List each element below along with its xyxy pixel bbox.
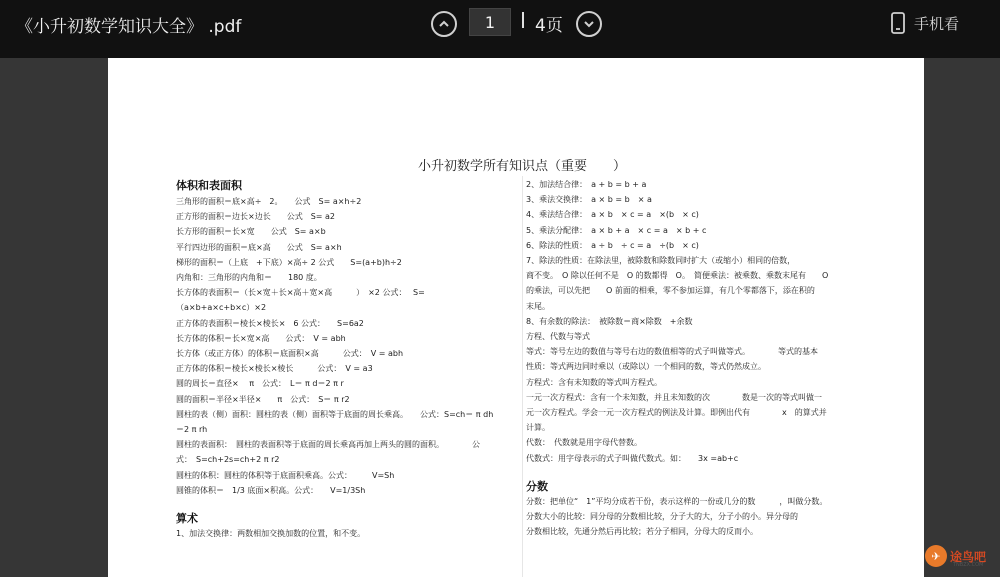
text-line: 一元一次方程式：含有一个未知数，并且未知数的次 数是一次的等式叫做一 [526,392,822,402]
text-line: 方程、代数与等式 [526,332,590,341]
text-line: 5、乘法分配律： a × b + a × c = a × b + c [526,225,707,235]
text-line: 分数相比较，先通分然后再比较；若分子相同，分母大的反而小。 [526,527,758,537]
page-total: 4页 [535,16,563,36]
text-line: 4、乘法结合律： a × b × c = a ×(b × c) [526,210,699,220]
text-line: 2、加法结合律： a + b = b + a [526,180,647,189]
page-number-input[interactable] [469,8,511,36]
next-page-button[interactable] [576,11,602,37]
text-line: 代数式：用字母表示的式子叫做代数式。如： 3x =ab+c [526,453,739,463]
text-line: 性质：等式两边同时乘以（或除以）一个相同的数，等式仍然成立。 [526,362,766,372]
bird-logo-icon: ✈ [925,545,947,567]
file-title: 《小升初数学知识大全》 .pdf [16,17,242,37]
text-line: 3、乘法交换律： a × b = b × a [526,195,652,205]
text-line: 代数： 代数就是用字母代替数。 [526,438,642,448]
text-line: 分数大小的比较：同分母的分数相比较，分子大的大，分子小的小。异分母的 [526,512,798,522]
site-watermark [925,545,986,567]
text-line: 计算。 [526,423,550,433]
text-line: 正方体的体积＝棱长×棱长×棱长 公式： V = a3 [176,364,373,374]
text-line: 8、有余数的除法： 被除数＝商×除数 +余数 [526,316,693,326]
text-line: 分数：把单位“ 1”平均分成若干份，表示这样的一份或几分的数 ，叫做分数。 [526,497,828,506]
watermark-subtext: TNBZX.COM [953,562,984,568]
page-separator [522,12,524,28]
mobile-view-label: 手机看 [914,14,960,33]
top-toolbar [0,0,1000,58]
text-line: 圆锥的体积＝ 1/3 底面×积高。公式： V=1/3Sh [176,485,366,495]
text-line: 1、加法交换律：两数相加交换加数的位置，和不变。 [176,529,366,538]
watermark-text: 途鸟吧 [950,549,987,564]
section-heading: 分数 [526,480,548,493]
text-line: 商不变。 O 除以任何不是 O 的数都得 O。 简便乘法：被乘数、乘数末尾有 O [526,271,829,281]
text-line: 的乘法，可以先把 O 前面的相乘，零不参加运算，有几个零都落下，添在积的 [526,286,815,296]
text-line: 式： S=ch+2s=ch+2 π r2 [176,455,280,465]
text-line: 7、除法的性质：在除法里，被除数和除数同时扩大（或缩小）相同的倍数， [526,256,796,265]
text-line: 圆柱的表面积： 圆柱的表面积等于底面的周长乘高再加上两头的圆的面积。 公 [176,440,480,450]
text-line: 正方体的表面积＝棱长×棱长× 6 公式： S=6a2 [176,318,364,328]
text-line: 圆柱的体积：圆柱的体积等于底面积乘高。公式： V=Sh [176,470,395,480]
text-line: 平行四边形的面积＝底×高 公式 S= a×h [176,242,342,252]
mobile-view-button[interactable] [890,12,959,34]
chevron-up-icon [438,18,450,30]
text-line: 长方体的体积＝长×宽×高 公式： V = abh [176,333,346,343]
text-line: 梯形的面积＝（上底 +下底）×高÷ 2 公式 S=(a+b)h÷2 [176,257,402,267]
text-line: 圆的面积＝半径×半径× π 公式： S＝ π r2 [176,394,350,404]
text-line: 三角形的面积＝底×高÷ 2。 公式 S= a×h÷2 [176,197,362,206]
text-line: 圆柱的表（侧）面积：圆柱的表（侧）面积等于底面的周长乘高。 公式：S=ch＝ π dh [176,409,494,419]
prev-page-button[interactable] [431,11,457,37]
text-line: 等式：等号左边的数值与等号右边的数值相等的式子叫做等式。 等式的基本 [526,347,818,357]
phone-icon [890,12,906,34]
text-line: 末尾。 [526,301,550,311]
section-heading: 体积和表面积 [176,179,242,192]
text-line: 元一次方程式。学会一元一次方程式的例法及计算。即例出代有 x 的算式并 [526,408,827,417]
document-title: 小升初数学所有知识点（重要 ） [418,159,627,174]
column-divider [522,176,523,577]
text-line: 内角和：三角形的内角和＝ 180 度。 [176,273,322,282]
chevron-down-icon [583,18,595,30]
text-line: 圆的周长＝直径× π 公式： L＝ π d＝2 π r [176,379,344,389]
text-line: （a×b+a×c+b×c）×2 [176,303,267,313]
text-line: ＝2 π rh [176,425,208,434]
text-line: 方程式：含有未知数的等式叫方程式。 [526,377,662,387]
section-heading: 算术 [176,512,198,525]
text-line: 长方体（或正方体）的体积＝底面积×高 公式： V = abh [176,349,404,358]
text-line: 长方形的面积＝长×宽 公式 S= a×b [176,227,326,237]
text-line: 长方体的表面积＝（长×宽＋长×高＋宽×高 ） ×2 公式： S= [176,288,425,298]
text-line: 正方形的面积＝边长×边长 公式 S= a2 [176,212,336,222]
pdf-page [108,58,924,577]
text-line: 6、除法的性质： a ÷ b ÷ c = a ÷(b × c) [526,240,699,250]
